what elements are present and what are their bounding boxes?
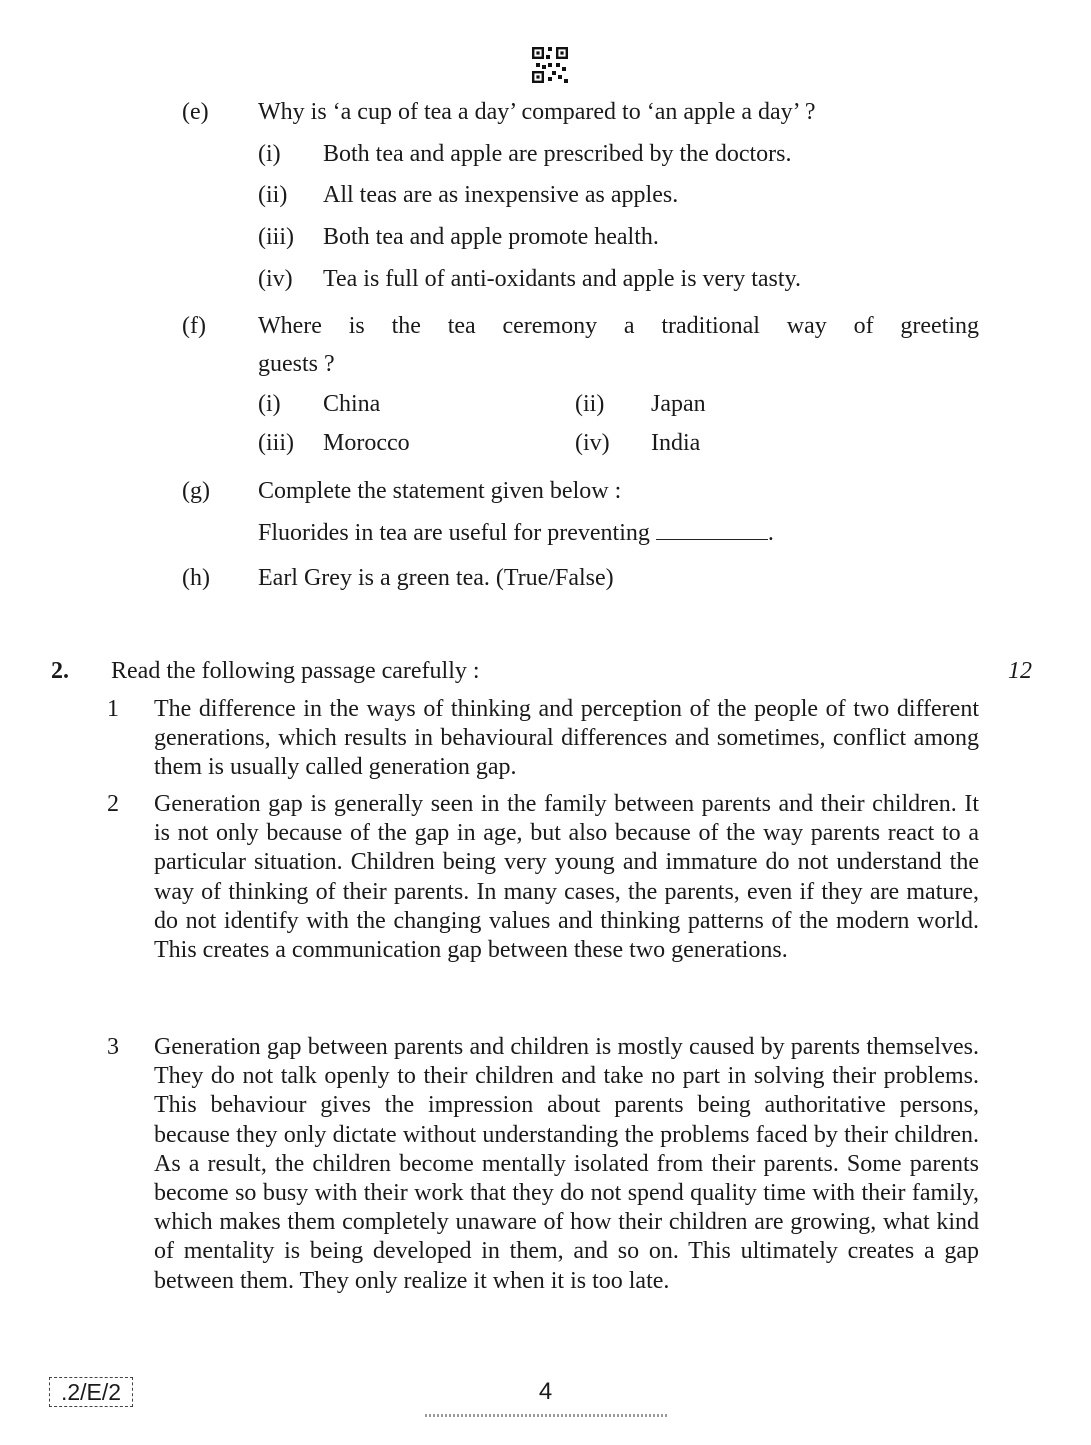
option-text: Both tea and apple are prescribed by the doctors. <box>323 141 792 167</box>
statement-end: . <box>767 520 774 546</box>
paragraph-number: 2 <box>107 791 119 817</box>
option-number: (i) <box>258 141 281 167</box>
option-number: (i) <box>258 391 281 417</box>
question-text: Why is ‘a cup of tea a day’ compared to ‘an apple a day’ ? <box>258 99 816 125</box>
option-text: China <box>323 391 381 417</box>
option-text: India <box>651 430 701 456</box>
option-text: Tea is full of anti-oxidants and apple is very tasty. <box>323 266 801 292</box>
question-title: Read the following passage carefully : <box>111 658 480 684</box>
question-text-continued: guests ? <box>258 351 335 377</box>
statement-text: Fluorides in tea are useful for preventing <box>258 520 650 546</box>
question-number: 2. <box>51 658 69 684</box>
option-text: All teas are as inexpensive as apples. <box>323 182 679 208</box>
question-label: (g) <box>182 478 210 504</box>
option-number: (ii) <box>258 182 288 208</box>
paragraph-number: 1 <box>107 696 119 722</box>
question-label: (h) <box>182 565 210 591</box>
paragraph-number: 3 <box>107 1034 119 1060</box>
passage-paragraph: Generation gap between parents and children is mostly caused by parents themselves. They do not talk openly to their children and take no part in solving their problems. This behaviour gives the impression about parents being authoritative persons, because they only dictate without understanding the problems faced by their children. As a result, the children become mentally isolated from their parents. Some parents become so busy with their work that they do not spend quality time with their family, which makes them completely unaware of how their children are growing, what kind of mentality is being developed in them, and so on. This ultimately creates a gap between them. They only realize it when it is too late. <box>154 1034 979 1294</box>
option-text: Morocco <box>323 430 410 456</box>
qr-code <box>532 47 568 83</box>
question-label: (f) <box>182 313 206 339</box>
question-text: Where is the tea ceremony a traditional way of greeting <box>258 313 979 339</box>
answer-blank <box>656 517 768 540</box>
option-text: Both tea and apple promote health. <box>323 224 659 250</box>
footer-microprint <box>425 1414 667 1417</box>
option-number: (ii) <box>575 391 605 417</box>
fill-in-statement <box>258 517 774 547</box>
option-number: (iii) <box>258 224 294 250</box>
question-text: Earl Grey is a green tea. (True/False) <box>258 565 614 591</box>
passage-paragraph: Generation gap is generally seen in the family between parents and their children. It is not only because of the gap in age, but also because of the way parents react to a particular situation. Children being very young and immature do not understand the way of thinking of their parents. In many cases, the parents, even if they are mature, do not identify with the changing values and thinking patterns of the modern world. This creates a communication gap between these two generations. <box>154 791 979 964</box>
passage-paragraph: The difference in the ways of thinking and perception of the people of two different generations, which results in behavioural differences and sometimes, conflict among them is usually called generation gap. <box>154 696 979 781</box>
option-text: Japan <box>651 391 706 417</box>
option-number: (iv) <box>575 430 610 456</box>
question-label: (e) <box>182 99 209 125</box>
paper-code: .2/E/2 <box>49 1377 133 1407</box>
marks: 12 <box>1008 658 1032 684</box>
page-number: 4 <box>538 1378 553 1405</box>
question-instruction: Complete the statement given below : <box>258 478 622 504</box>
option-number: (iii) <box>258 430 294 456</box>
option-number: (iv) <box>258 266 293 292</box>
